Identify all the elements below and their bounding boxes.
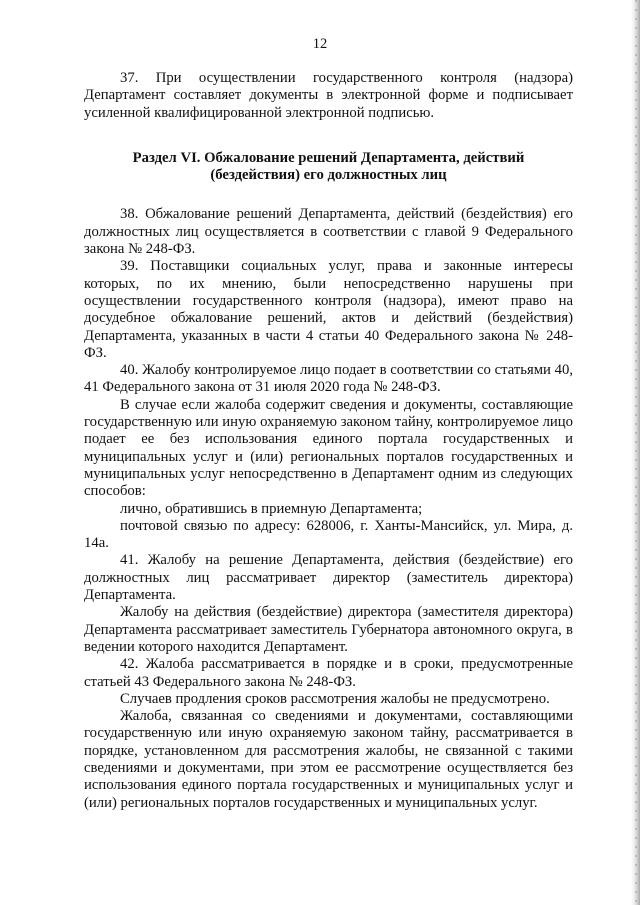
paragraph-in-person: лично, обратившись в приемную Департамента; [120,500,423,517]
paragraph-38: 38. Обжалование решений Департамента, действий (бездействия) его должностных лиц осуществляется в соответствии с главой 9 Федерального закона № 248-ФЗ. [84,206,573,258]
scan-edge-dots [635,0,637,905]
document-body [84,70,573,812]
paragraph-secret-complaint: В случае если жалоба содержит сведения и документы, составляющие государственную или иную охраняемую законом тайну, контролируемое лицо подает ее без использования единого портала государственных и муниципальных услуг и (или) региональных порталов государственных и муниципальных услуг непосредственно в Департамент одним из следующих способов: [84,396,573,500]
paragraph-director-complaint: Жалобу на действия (бездействие) директора (заместителя директора) Департамента рассматривает заместитель Губернатора автономного округа, в ведении которого находится Департамент. [84,604,573,655]
paragraph-40: 40. Жалобу контролируемое лицо подает в соответствии со статьями 40, 41 Федерального закона от 31 июля 2020 года № 248-ФЗ. [84,362,573,396]
paragraph-secret-review: Жалоба, связанная со сведениями и документами, составляющими государственную или иную охраняемую законом тайну, рассматривается в порядке, установленном для рассмотрения жалобы, не связанной с такими сведениями и документами, при этом ее рассмотрение осуществляется без использования единого портала государственных и муниципальных услуг и (или) региональных порталов государственных и муниципальных услуг. [84,708,573,811]
paragraph-37: 37. При осуществлении государственного контроля (надзора) Департамент составляет документы в электронной форме и подписывает усиленной квалифицированной электронной подписью. [84,70,573,121]
paragraph-39: 39. Поставщики социальных услуг, права и законные интересы которых, по их мнению, были непосредственно нарушены при осуществлении государственного контроля (надзора), имеют право на досудебное обжалование решений, актов и действий (бездействия) Департамента, указанных в части 4 статьи 40 Федерального закона № 248-ФЗ. [84,258,573,361]
page-number: 12 [312,36,328,52]
section-heading [84,150,573,185]
paragraph-postal-address: почтовой связью по адресу: 628006, г. Ханты-Мансийск, ул. Мира, д. 14а. [84,517,573,552]
paragraph-no-extension: Случаев продления сроков рассмотрения жалобы не предусмотрено. [120,690,550,707]
section-heading-line-2: (бездействия) его должностных лиц [210,167,447,184]
paragraph-42: 42. Жалоба рассматривается в порядке и в сроки, предусмотренные статьей 43 Федерального закона № 248-ФЗ. [84,656,573,690]
paragraph-41: 41. Жалобу на решение Департамента, действия (бездействие) его должностных лиц рассматривает директор (заместитель директора) Департамента. [84,552,573,604]
section-heading-line-1: Раздел VI. Обжалование решений Департамента, действий [132,149,525,166]
